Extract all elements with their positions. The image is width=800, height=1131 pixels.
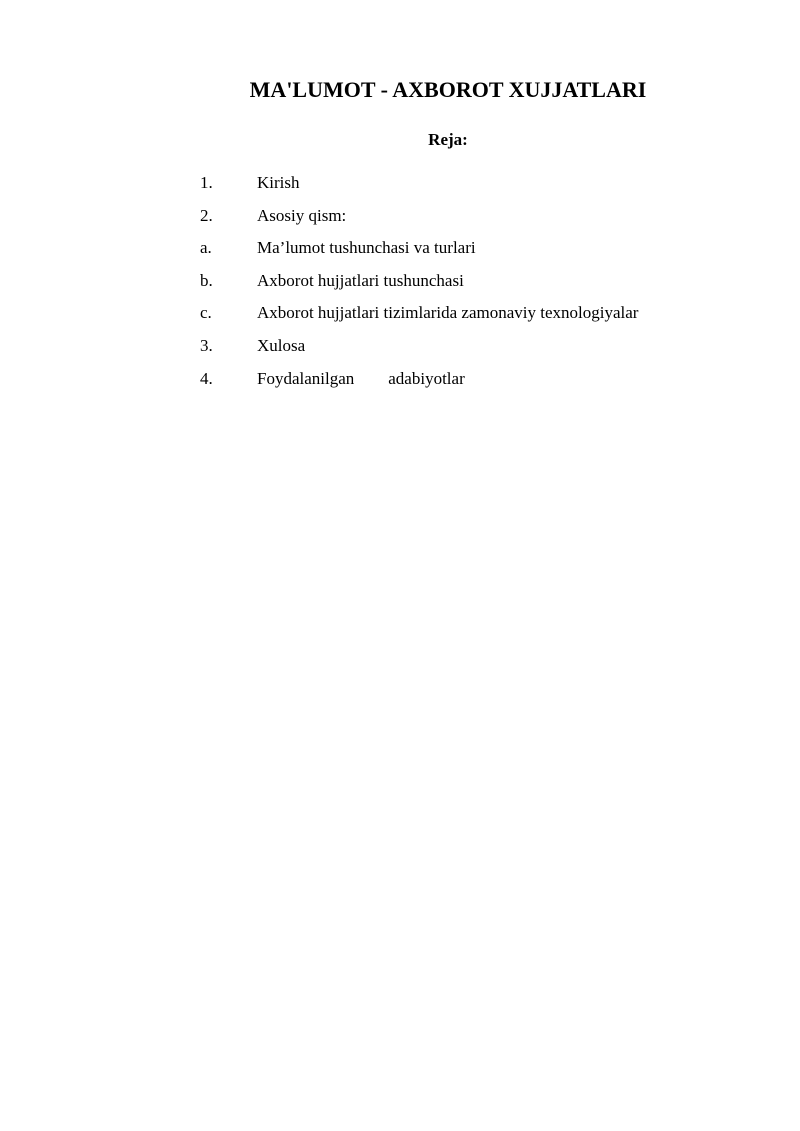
outline-text: Asosiy qism: — [257, 205, 347, 225]
outline-item — [200, 235, 760, 268]
outline-item — [200, 366, 760, 399]
outline-item — [200, 170, 760, 203]
outline-list — [200, 170, 760, 398]
outline-text-part1: Foydalanilgan — [257, 368, 355, 388]
outline-text: Axborot hujjatlari tushunchasi — [257, 270, 464, 290]
outline-marker: 3. — [200, 335, 213, 355]
outline-text: Xulosa — [257, 335, 306, 355]
outline-heading: Reja: — [428, 130, 468, 149]
outline-item — [200, 333, 760, 366]
outline-marker: c. — [200, 303, 212, 323]
outline-marker: 1. — [200, 173, 213, 192]
outline-marker: a. — [200, 238, 212, 258]
outline-marker: b. — [200, 270, 213, 290]
outline-text: Axborot hujjatlari tizimlarida zamonaviy texnologiyalar — [257, 303, 639, 323]
outline-item — [200, 300, 760, 333]
outline-item — [200, 268, 760, 301]
outline-marker: 2. — [200, 205, 213, 225]
outline-text-part2: adabiyotlar — [388, 368, 465, 388]
outline-item — [200, 203, 760, 236]
document-title: MA'LUMOT - AXBOROT XUJJATLARI — [249, 77, 647, 102]
outline-marker: 4. — [200, 368, 213, 388]
outline-text: Kirish — [257, 173, 300, 192]
outline-text: Ma’lumot tushunchasi va turlari — [257, 238, 476, 258]
